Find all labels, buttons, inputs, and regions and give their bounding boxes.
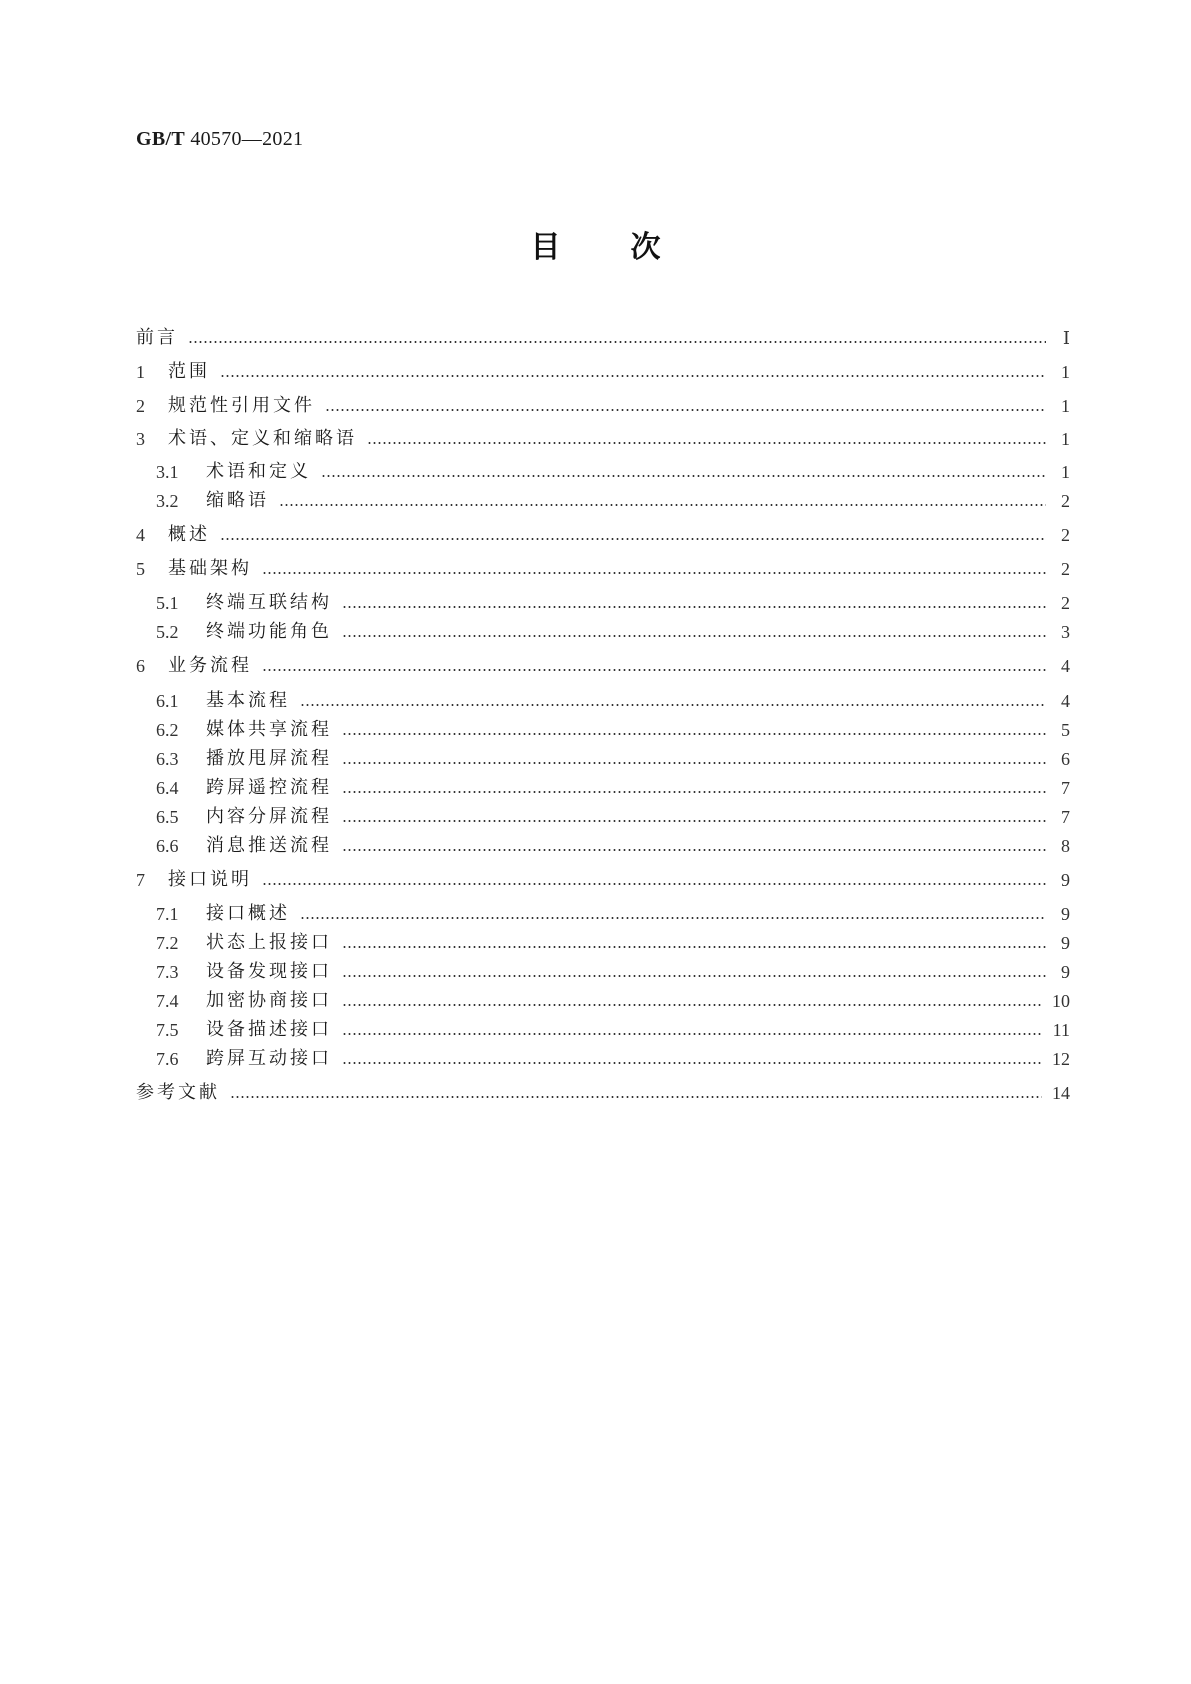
toc-entry-page-number: 4 (1061, 656, 1070, 676)
toc-entry-title: 加密协商接口 (206, 990, 332, 1011)
toc-dot-leader (342, 1062, 1042, 1064)
toc-dot-leader (230, 1096, 1042, 1098)
toc-entry-page-number: 2 (1061, 593, 1070, 613)
toc-title-char-1: 目 (530, 230, 561, 265)
toc-entry-title: 范围 (168, 361, 210, 382)
standard-number: 40570—2021 (190, 128, 304, 150)
toc-dot-leader (300, 917, 1046, 919)
toc-entry[interactable] (156, 591, 1070, 615)
toc-entry-page-number: 2 (1061, 491, 1070, 511)
toc-entry-number: 6.3 (156, 749, 179, 769)
toc-entry[interactable] (136, 523, 1070, 547)
toc-dot-leader (300, 704, 1046, 706)
toc-entry[interactable] (156, 620, 1070, 644)
toc-entry[interactable] (156, 1047, 1070, 1071)
toc-entry[interactable] (156, 902, 1070, 926)
toc-entry-number: 6 (136, 656, 145, 676)
toc-entry[interactable] (156, 931, 1070, 955)
toc-entry-number: 7.5 (156, 1020, 179, 1040)
toc-entry-number: 5 (136, 559, 145, 579)
toc-dot-leader (342, 635, 1046, 637)
toc-entry-page-number: 8 (1061, 836, 1070, 856)
toc-entry-title: 终端功能角色 (206, 621, 332, 642)
toc-entry-title: 内容分屏流程 (206, 806, 332, 827)
toc-entry-title: 消息推送流程 (206, 835, 332, 856)
toc-entry-number: 3.2 (156, 491, 179, 511)
toc-entry-page-number: 3 (1061, 622, 1070, 642)
toc-entry[interactable] (136, 1081, 1070, 1105)
toc-entry-page-number: 6 (1061, 749, 1070, 769)
toc-title-char-2: 次 (630, 230, 661, 265)
toc-entry-number: 7 (136, 870, 145, 890)
toc-entry[interactable] (156, 960, 1070, 984)
toc-dot-leader (367, 442, 1046, 444)
toc-entry[interactable] (156, 689, 1070, 713)
toc-entry-title: 前言 (136, 327, 178, 348)
toc-entry-page-number: 2 (1061, 559, 1070, 579)
toc-entry-number: 2 (136, 396, 145, 416)
toc-entry-title: 播放甩屏流程 (206, 748, 332, 769)
toc-entry-page-number: 14 (1052, 1083, 1070, 1103)
toc-entry-page-number: 4 (1061, 691, 1070, 711)
toc-entry[interactable] (136, 557, 1070, 581)
toc-dot-leader (342, 820, 1046, 822)
toc-entry-page-number: 7 (1061, 778, 1070, 798)
toc-dot-leader (342, 1033, 1043, 1035)
toc-entry[interactable] (136, 868, 1070, 892)
toc-entry-page-number: 11 (1052, 1020, 1070, 1040)
toc-entry-title: 媒体共享流程 (206, 719, 332, 740)
toc-dot-leader (342, 762, 1046, 764)
toc-entry-title: 设备描述接口 (206, 1019, 332, 1040)
toc-entry[interactable] (156, 460, 1070, 484)
toc-entry[interactable] (156, 834, 1070, 858)
toc-entry-page-number: 9 (1061, 904, 1070, 924)
toc-entry[interactable] (156, 989, 1070, 1013)
toc-entry-number: 7.6 (156, 1049, 179, 1069)
toc-title (0, 222, 1191, 266)
toc-entry[interactable] (156, 776, 1070, 800)
toc-entry-page-number: 5 (1061, 720, 1070, 740)
toc-entry-title: 基础架构 (168, 558, 252, 579)
toc-entry-page-number: 9 (1061, 870, 1070, 890)
toc-dot-leader (220, 538, 1046, 540)
toc-dot-leader (342, 849, 1046, 851)
toc-entry-number: 5.2 (156, 622, 179, 642)
toc-entry-number: 6.6 (156, 836, 179, 856)
toc-entry[interactable] (156, 747, 1070, 771)
toc-entry-number: 7.3 (156, 962, 179, 982)
toc-entry-number: 7.2 (156, 933, 179, 953)
standard-prefix: GB/T (136, 128, 185, 150)
toc-entry-number: 3.1 (156, 462, 179, 482)
toc-entry-page-number: 9 (1061, 933, 1070, 953)
toc-entry-title: 业务流程 (168, 655, 252, 676)
toc-entry-page-number: 1 (1061, 396, 1070, 416)
toc-entry-number: 4 (136, 525, 145, 545)
toc-entry-page-number: 1 (1061, 362, 1070, 382)
toc-dot-leader (342, 975, 1046, 977)
toc-dot-leader (321, 475, 1046, 477)
toc-entry-number: 1 (136, 362, 145, 382)
toc-entry-page-number: 2 (1061, 525, 1070, 545)
toc-entry-page-number: Ⅰ (1062, 328, 1070, 348)
toc-entry[interactable] (136, 654, 1070, 678)
toc-entry[interactable] (156, 805, 1070, 829)
toc-entry[interactable] (136, 326, 1070, 350)
toc-entry-page-number: 7 (1061, 807, 1070, 827)
toc-entry[interactable] (136, 427, 1070, 451)
toc-entry[interactable] (136, 394, 1070, 418)
toc-entry-title: 终端互联结构 (206, 592, 332, 613)
toc-entry-title: 规范性引用文件 (168, 395, 315, 416)
toc-entry-page-number: 10 (1052, 991, 1070, 1011)
toc-entry-title: 状态上报接口 (206, 932, 332, 953)
standard-code (136, 128, 303, 151)
toc-entry[interactable] (136, 360, 1070, 384)
toc-entry-number: 6.5 (156, 807, 179, 827)
toc-entry-page-number: 1 (1061, 429, 1070, 449)
toc-entry-page-number: 1 (1061, 462, 1070, 482)
toc-dot-leader (279, 504, 1046, 506)
toc-entry-number: 6.4 (156, 778, 179, 798)
toc-dot-leader (342, 733, 1046, 735)
toc-entry[interactable] (156, 1018, 1070, 1042)
toc-entry-number: 3 (136, 429, 145, 449)
toc-dot-leader (342, 606, 1046, 608)
toc-entry-title: 术语、定义和缩略语 (168, 428, 357, 449)
toc-entry-number: 7.4 (156, 991, 179, 1011)
toc-entry-title: 基本流程 (206, 690, 290, 711)
toc-entry-title: 参考文献 (136, 1082, 220, 1103)
toc-entry-page-number: 12 (1052, 1049, 1070, 1069)
toc-dot-leader (342, 791, 1046, 793)
toc-entry-title: 设备发现接口 (206, 961, 332, 982)
toc-entry-number: 5.1 (156, 593, 179, 613)
toc-entry-title: 跨屏遥控流程 (206, 777, 332, 798)
toc-dot-leader (188, 341, 1046, 343)
toc-entry-title: 缩略语 (206, 490, 269, 511)
toc-entry[interactable] (156, 489, 1070, 513)
toc-entry-title: 概述 (168, 524, 210, 545)
toc-entry-title: 术语和定义 (206, 461, 311, 482)
toc-dot-leader (342, 1004, 1042, 1006)
toc-entry-title: 跨屏互动接口 (206, 1048, 332, 1069)
toc-dot-leader (262, 669, 1046, 671)
toc-dot-leader (325, 409, 1046, 411)
toc-entry-number: 6.2 (156, 720, 179, 740)
toc-entry-title: 接口说明 (168, 869, 252, 890)
toc-entry-number: 7.1 (156, 904, 179, 924)
toc-dot-leader (262, 883, 1046, 885)
toc-dot-leader (220, 375, 1046, 377)
toc-entry-number: 6.1 (156, 691, 179, 711)
toc-entry-page-number: 9 (1061, 962, 1070, 982)
toc-dot-leader (342, 946, 1046, 948)
toc-entry[interactable] (156, 718, 1070, 742)
toc-dot-leader (262, 572, 1046, 574)
toc-entry-title: 接口概述 (206, 903, 290, 924)
